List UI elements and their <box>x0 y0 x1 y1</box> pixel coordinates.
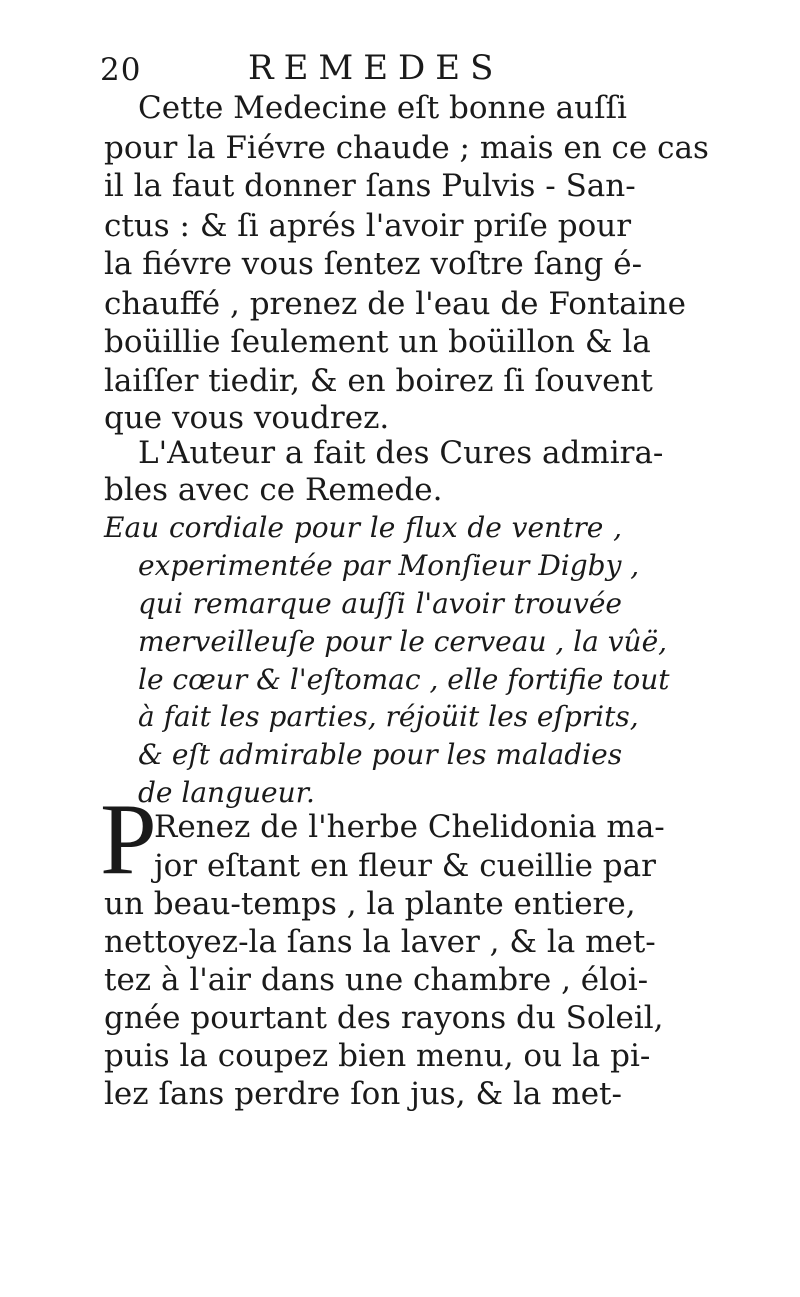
text-line: la fiévre vous ſentez voſtre ſang é- <box>104 246 643 282</box>
text-line: un beau-temps , la plante entiere, <box>104 886 636 922</box>
running-head: REMEDES <box>248 48 504 88</box>
text-line: boüillie ſeulement un boüillon & la <box>104 324 651 360</box>
recipe-heading-line: à fait les parties, réjoüit les eſprits, <box>138 700 639 733</box>
recipe-heading-line: Eau cordiale pour le flux de ventre , <box>104 511 622 544</box>
text-line: que vous voudrez. <box>104 400 390 436</box>
text-line: gnée pourtant des rayons du Soleil, <box>104 1000 664 1036</box>
text-line: bles avec ce Remede. <box>104 472 443 508</box>
page-header <box>100 44 630 94</box>
recipe-heading-line: merveilleuſe pour le cerveau , la vûë, <box>138 625 668 658</box>
text-line: ctus : & ſi aprés l'avoir priſe pour <box>104 208 632 244</box>
text-line: puis la coupez bien menu, ou la pi- <box>104 1038 651 1074</box>
text-line: lez ſans perdre ſon jus, & la met- <box>104 1076 622 1112</box>
recipe-heading-line: experimentée par Monſieur Digby , <box>138 549 640 582</box>
text-line: L'Auteur a fait des Cures admira- <box>138 435 664 471</box>
recipe-heading-line: de langueur. <box>138 776 315 809</box>
text-line: laiſſer tiedir, & en boirez ſi ſouvent <box>104 363 653 399</box>
recipe-heading-line: & eſt admirable pour les maladies <box>138 738 623 771</box>
text-line: Cette Medecine eſt bonne auſſi <box>138 90 627 126</box>
drop-cap: P <box>100 783 157 896</box>
text-line: il la faut donner ſans Pulvis - San- <box>104 168 636 204</box>
text-line: chauffé , prenez de l'eau de Fontaine <box>104 286 686 322</box>
recipe-heading-line: le cœur & l'eſtomac , elle fortifie tout <box>138 663 670 696</box>
text-line: tez à l'air dans une chambre , éloi- <box>104 962 649 998</box>
text-line: Renez de l'herbe Chelidonia ma- <box>154 809 665 845</box>
text-line: pour la Fiévre chaude ; mais en ce cas <box>104 130 709 166</box>
text-line: jor eſtant en fleur & cueillie par <box>154 848 656 884</box>
page-number: 20 <box>100 52 142 88</box>
recipe-heading-line: qui remarque auſſi l'avoir trouvée <box>138 587 622 620</box>
text-line: nettoyez-la ſans la laver , & la met- <box>104 924 656 960</box>
